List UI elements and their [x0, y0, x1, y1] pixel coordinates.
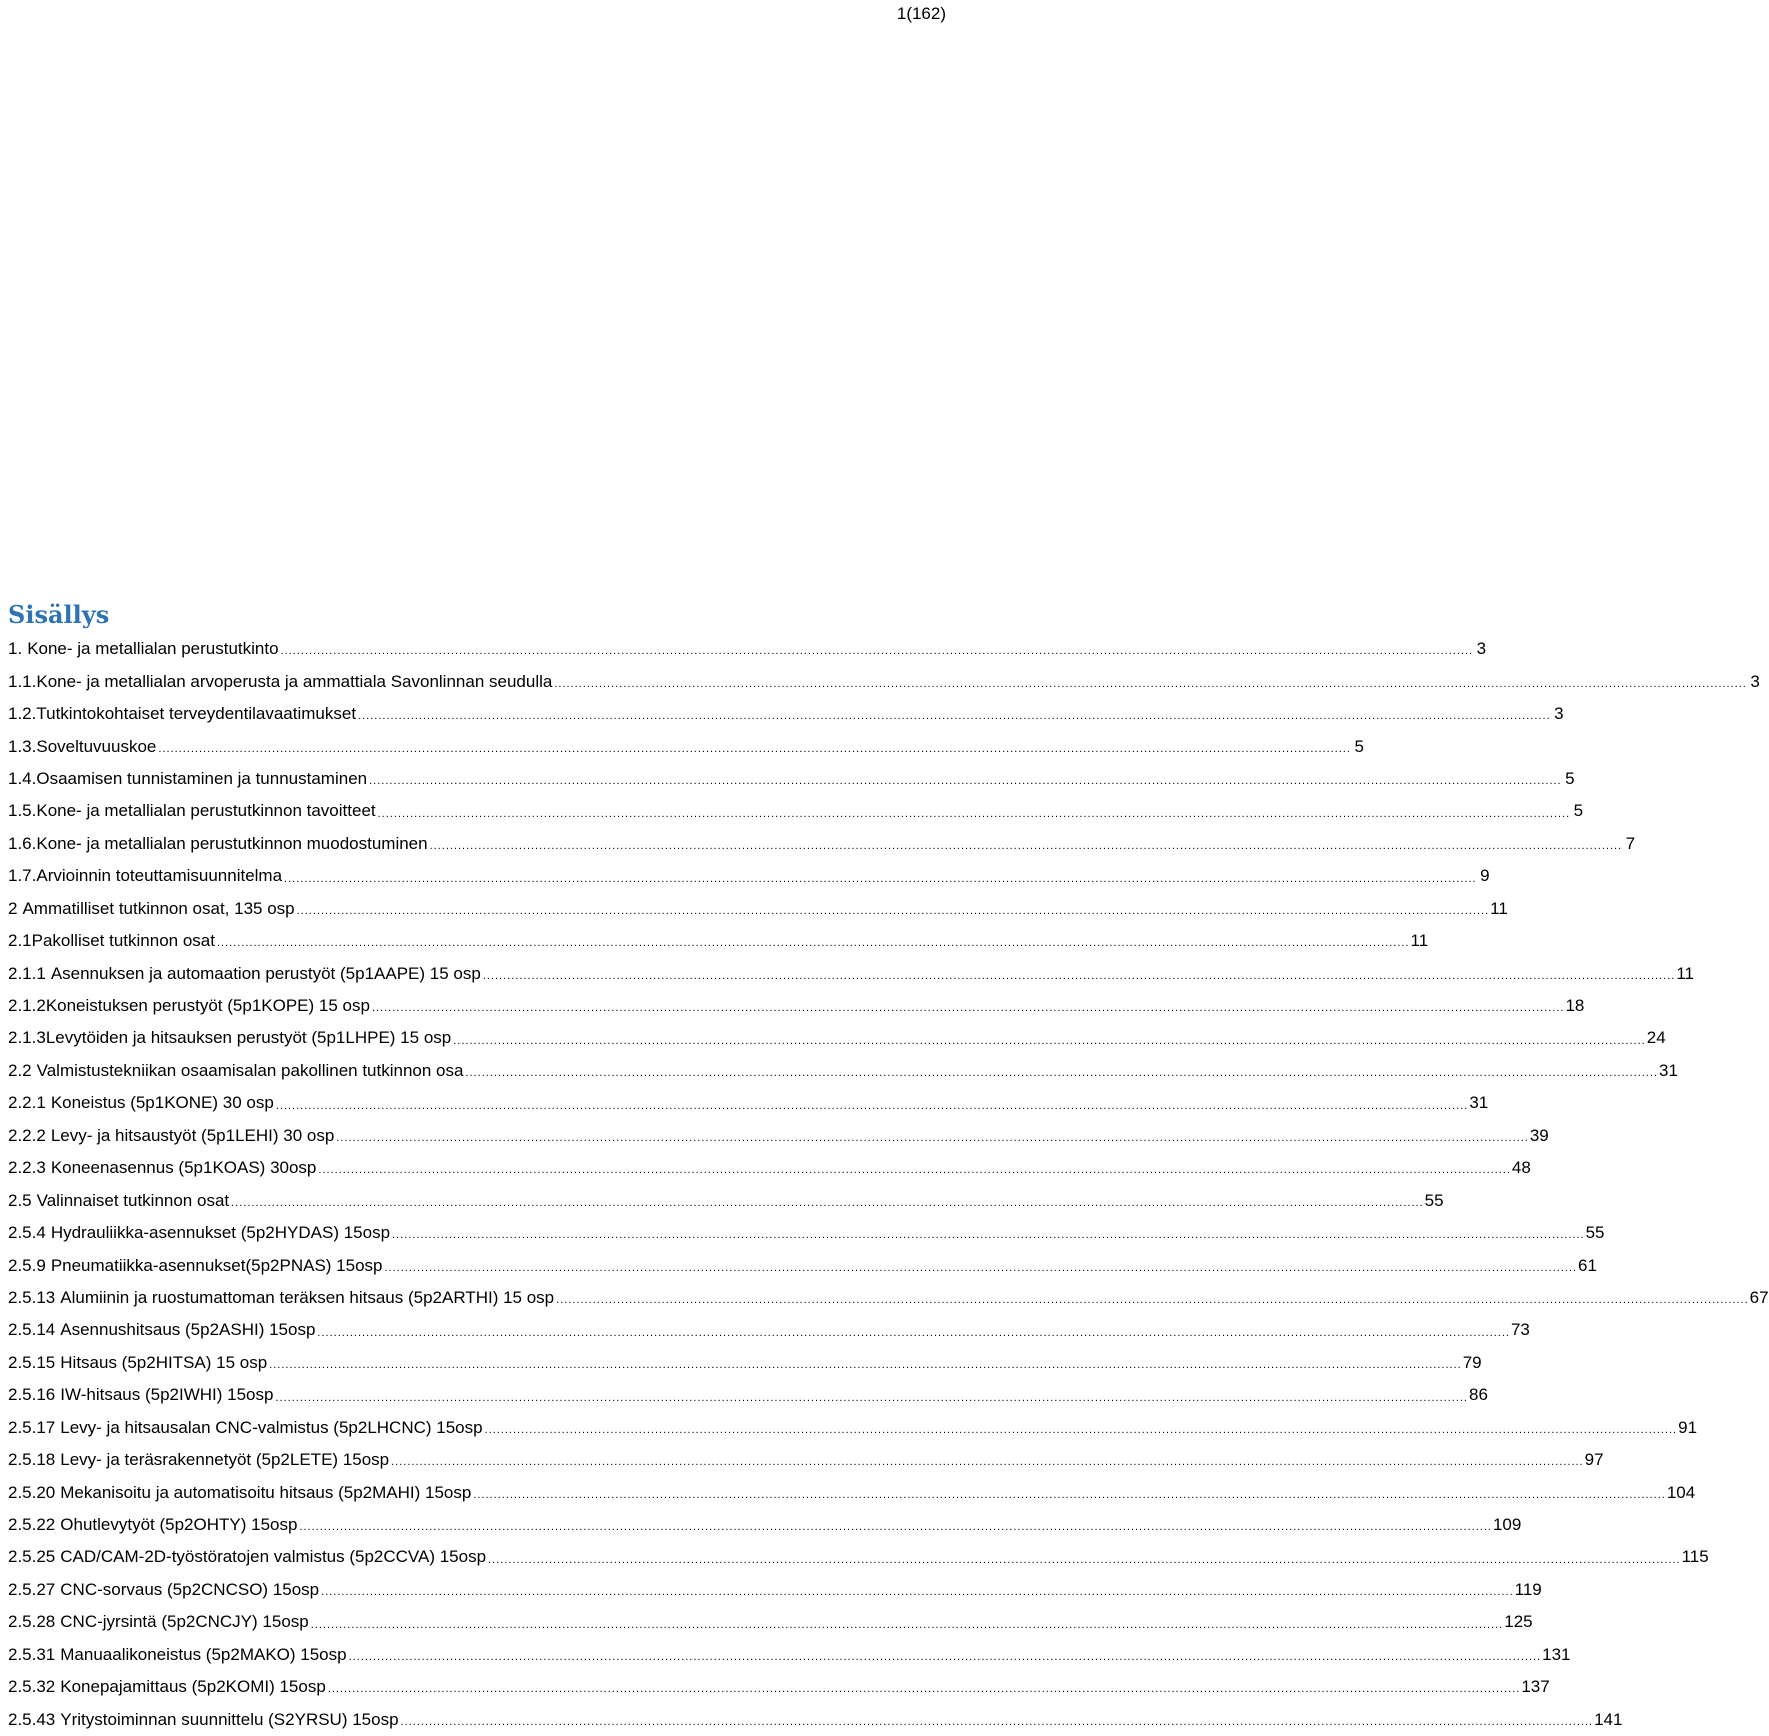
- toc-dot-leader: [483, 971, 1676, 982]
- toc-entry-number: 2.5.27: [8, 1579, 56, 1599]
- toc-entry[interactable]: [8, 1249, 1597, 1281]
- toc-entry-title: Koneistus (5p1KONE) 30 osp: [50, 1093, 274, 1113]
- toc-entry-number: 1.4.: [8, 768, 37, 788]
- toc-entry-number: 2.5.31: [8, 1644, 56, 1664]
- toc-entry-title: Osaamisen tunnistaminen ja tunnustaminen: [36, 768, 368, 788]
- toc-entry-page: 31: [1469, 1093, 1489, 1113]
- toc-dot-leader: [485, 1425, 1678, 1436]
- toc-entry-number: 2.1.3: [8, 1028, 46, 1048]
- toc-entry-number: 2.5.13: [8, 1287, 56, 1307]
- toc-entry-title: Alumiinin ja ruostumattoman teräksen hitsaus (5p2ARTHI) 15 osp: [60, 1287, 555, 1307]
- toc-entry-number: 2.1.1: [8, 963, 46, 983]
- toc-entry-page: 11: [1410, 931, 1429, 951]
- toc-entry-number: 2.2: [8, 1060, 32, 1080]
- toc-entry-title: Yritystoiminnan suunnittelu (S2YRSU) 15osp: [60, 1709, 399, 1729]
- toc-entry-page: 115: [1681, 1547, 1709, 1567]
- toc-entry-number: 2.2.2: [8, 1125, 46, 1145]
- toc-dot-leader: [317, 1328, 1510, 1339]
- toc-dot-leader: [488, 1555, 1681, 1566]
- page-number: 1(162): [896, 4, 946, 23]
- toc-entry-title: Valinnaiset tutkinnon osat: [36, 1190, 230, 1210]
- toc-entry[interactable]: [8, 698, 1564, 730]
- toc-entry-title: IW-hitsaus (5p2IWHI) 15osp: [60, 1385, 274, 1405]
- toc-entry-title: Levy- ja hitsausalan CNC-valmistus (5p2LHCNC) 15osp: [60, 1417, 483, 1437]
- toc-entry[interactable]: [8, 1639, 1571, 1671]
- toc-entry-number: 2.5: [8, 1190, 32, 1210]
- toc-entry-title: Valmistustekniikan osaamisalan pakollinen tutkinnon osa: [36, 1060, 464, 1080]
- toc-dot-leader: [473, 1490, 1666, 1501]
- toc-entry-title: Kone- ja metallialan perustutkinnon muodostuminen: [36, 833, 428, 853]
- toc-dot-leader: [275, 1393, 1468, 1404]
- toc-entry-title: Pakolliset tutkinnon osat: [31, 931, 215, 951]
- toc-entry-number: 2.5.18: [8, 1450, 56, 1470]
- toc-entry-page: 67: [1749, 1287, 1769, 1307]
- toc-entry-title: Arvioinnin toteuttamisuunnitelma: [36, 866, 283, 886]
- toc-dot-leader: [231, 1198, 1424, 1209]
- toc-entry[interactable]: [8, 1217, 1605, 1249]
- toc-entry-number: 2.5.25: [8, 1547, 56, 1567]
- toc-entry-title: Mekanisoitu ja automatisoitu hitsaus (5p2MAHI) 15osp: [60, 1482, 472, 1502]
- toc-entry[interactable]: [8, 1347, 1482, 1379]
- toc-entry-number: 2.5.43: [8, 1709, 56, 1729]
- toc-entry[interactable]: [8, 1509, 1522, 1541]
- toc-entry-title: Soveltuvuuskoe: [36, 736, 157, 756]
- toc-entry-page: 141: [1594, 1709, 1623, 1729]
- toc-dot-leader: [328, 1684, 1521, 1695]
- toc-dot-leader: [358, 711, 1551, 722]
- toc-entry-title: Hydrauliikka-asennukset (5p2HYDAS) 15osp: [50, 1223, 391, 1243]
- toc-entry-number: 2.2.1: [8, 1093, 46, 1113]
- toc-dot-leader: [556, 1295, 1749, 1306]
- toc-entry[interactable]: [8, 665, 1760, 697]
- toc-dot-leader: [217, 938, 1410, 949]
- toc-entry[interactable]: [8, 1541, 1709, 1573]
- toc-entry-title: Tutkintokohtaiset terveydentilavaatimukset: [36, 704, 357, 724]
- toc-entry-number: 2.5.16: [8, 1385, 56, 1405]
- toc-dot-leader: [465, 1068, 1658, 1079]
- toc-entry-page: 3: [1750, 671, 1760, 691]
- toc-entry-page: 131: [1542, 1644, 1571, 1664]
- toc-entry-number: 2: [8, 898, 18, 918]
- toc-entry-page: 24: [1646, 1028, 1666, 1048]
- toc-entry-page: 3: [1476, 639, 1487, 659]
- toc-entry-number: 2.5.20: [8, 1482, 56, 1502]
- toc-entry-title: Kone- ja metallialan perustutkinto: [27, 639, 279, 659]
- toc-entry-title: Manuaalikoneistus (5p2MAKO) 15osp: [60, 1644, 347, 1664]
- toc-entry-number: 1.1.: [8, 671, 37, 691]
- toc-entry-page: 86: [1469, 1385, 1488, 1405]
- toc-entry[interactable]: [8, 1022, 1666, 1054]
- toc-entry[interactable]: [8, 1314, 1530, 1346]
- toc-entry-number: 1.7.: [8, 866, 37, 886]
- toc-dot-leader: [392, 1230, 1585, 1241]
- toc-entry-title: CAD/CAM-2D-työstöratojen valmistus (5p2CCVA) 15osp: [60, 1547, 487, 1567]
- toc-entry[interactable]: [8, 1055, 1678, 1087]
- toc-dot-leader: [281, 646, 1474, 657]
- toc-entry-title: Ohutlevytyöt (5p2OHTY) 15osp: [60, 1515, 298, 1535]
- toc-entry[interactable]: [8, 1574, 1542, 1606]
- toc-entry[interactable]: [8, 1152, 1531, 1184]
- toc-entry-title: Ammatilliset tutkinnon osat, 135 osp: [22, 898, 295, 918]
- toc-list: [8, 633, 1769, 1736]
- toc-entry-page: 5: [1354, 736, 1364, 756]
- toc-entry-number: 1.3.: [8, 736, 37, 756]
- toc-entry-page: 18: [1565, 996, 1585, 1016]
- toc-entry-page: 119: [1514, 1579, 1542, 1599]
- toc-entry-number: 1.5.: [8, 801, 37, 821]
- toc-dot-leader: [284, 874, 1477, 885]
- toc-entry-page: 61: [1578, 1255, 1597, 1275]
- toc-entry-title: Konepajamittaus (5p2KOMI) 15osp: [60, 1677, 326, 1697]
- toc-entry[interactable]: [8, 957, 1694, 989]
- toc-dot-leader: [401, 1717, 1594, 1728]
- toc-entry-page: 11: [1676, 963, 1694, 983]
- toc-dot-leader: [269, 1360, 1462, 1371]
- toc-dot-leader: [385, 1263, 1578, 1274]
- toc-entry[interactable]: [8, 1476, 1696, 1508]
- toc-dot-leader: [158, 744, 1351, 755]
- toc-entry-page: 39: [1529, 1125, 1549, 1145]
- toc-entry-page: 55: [1424, 1190, 1444, 1210]
- toc-entry-page: 79: [1462, 1352, 1482, 1372]
- toc-entry-title: Levy- ja hitsaustyöt (5p1LEHI) 30 osp: [50, 1125, 335, 1145]
- toc-entry[interactable]: [8, 990, 1585, 1022]
- toc-entry-number: 1.: [8, 639, 23, 659]
- toc-entry-number: 2.5.28: [8, 1612, 56, 1632]
- toc-entry-title: Pneumatiikka-asennukset(5p2PNAS) 15osp: [50, 1255, 383, 1275]
- toc-dot-leader: [311, 1620, 1504, 1631]
- toc-entry-number: 2.5.22: [8, 1515, 56, 1535]
- toc-entry-page: 3: [1554, 704, 1564, 724]
- toc-entry-page: 97: [1584, 1450, 1604, 1470]
- toc-dot-leader: [369, 776, 1562, 787]
- toc-entry-number: 2.5.4: [8, 1223, 46, 1243]
- toc-entry[interactable]: [8, 1379, 1488, 1411]
- toc-entry[interactable]: [8, 1606, 1533, 1638]
- toc-dot-leader: [297, 906, 1490, 917]
- toc-entry-page: 11: [1490, 898, 1508, 918]
- toc-entry[interactable]: [8, 1087, 1489, 1119]
- toc-entry-page: 7: [1625, 833, 1636, 853]
- toc-entry-title: Asennushitsaus (5p2ASHI) 15osp: [60, 1320, 316, 1340]
- toc-entry-page: 5: [1565, 768, 1575, 788]
- toc-entry-number: 2.1.2: [8, 996, 46, 1016]
- toc-entry-number: 2.5.14: [8, 1320, 56, 1340]
- toc-entry[interactable]: [8, 763, 1575, 795]
- toc-entry-number: 2.5.15: [8, 1352, 56, 1372]
- toc-entry-page: 73: [1510, 1320, 1530, 1340]
- toc-entry-number: 2.5.17: [8, 1417, 56, 1437]
- toc-entry-number: 2.2.3: [8, 1158, 46, 1178]
- toc-entry-title: Kone- ja metallialan perustutkinnon tavoitteet: [36, 801, 376, 821]
- toc-entry-page: 9: [1480, 866, 1490, 886]
- toc-entry-number: 1.6.: [8, 833, 37, 853]
- toc-dot-leader: [378, 809, 1571, 820]
- toc-dot-leader: [554, 679, 1747, 690]
- toc-entry-page: 5: [1573, 801, 1584, 821]
- toc-entry-number: 1.2.: [8, 704, 37, 724]
- toc-entry-title: Koneistuksen perustyöt (5p1KOPE) 15 osp: [45, 996, 370, 1016]
- toc-dot-leader: [299, 1522, 1492, 1533]
- toc-entry-page: 31: [1658, 1060, 1678, 1080]
- toc-entry[interactable]: [8, 1703, 1623, 1735]
- toc-dot-leader: [318, 1165, 1511, 1176]
- toc-heading: Sisällys: [8, 600, 110, 629]
- toc-entry[interactable]: [8, 730, 1364, 762]
- toc-dot-leader: [430, 841, 1623, 852]
- toc-entry-page: 55: [1585, 1223, 1605, 1243]
- toc-entry[interactable]: [8, 893, 1508, 925]
- toc-entry-title: CNC-sorvaus (5p2CNCSO) 15osp: [60, 1579, 320, 1599]
- toc-entry[interactable]: [8, 1120, 1549, 1152]
- toc-entry[interactable]: [8, 1412, 1698, 1444]
- toc-entry[interactable]: [8, 795, 1584, 827]
- toc-dot-leader: [391, 1457, 1584, 1468]
- toc-entry[interactable]: [8, 633, 1487, 665]
- toc-dot-leader: [276, 1101, 1469, 1112]
- toc-entry[interactable]: [8, 1444, 1604, 1476]
- toc-entry[interactable]: [8, 828, 1636, 860]
- toc-dot-leader: [372, 1003, 1565, 1014]
- toc-entry-title: Asennuksen ja automaation perustyöt (5p1AAPE) 15 osp: [50, 963, 481, 983]
- toc-entry[interactable]: [8, 1282, 1769, 1314]
- toc-entry[interactable]: [8, 925, 1429, 957]
- toc-dot-leader: [349, 1652, 1542, 1663]
- toc-entry-number: 2.5.9: [8, 1255, 46, 1275]
- toc-entry-title: Koneenasennus (5p1KOAS) 30osp: [50, 1158, 317, 1178]
- toc-entry-page: 91: [1678, 1417, 1698, 1437]
- toc-dot-leader: [321, 1587, 1514, 1598]
- toc-entry-page: 104: [1666, 1482, 1696, 1502]
- toc-entry-title: Hitsaus (5p2HITSA) 15 osp: [60, 1352, 268, 1372]
- toc-entry-title: Levy- ja teräsrakennetyöt (5p2LETE) 15osp: [60, 1450, 390, 1470]
- toc-entry-title: CNC-jyrsintä (5p2CNCJY) 15osp: [60, 1612, 309, 1632]
- toc-dot-leader: [453, 1036, 1646, 1047]
- toc-entry-page: 48: [1511, 1158, 1531, 1178]
- toc-entry[interactable]: [8, 860, 1490, 892]
- toc-entry-title: Levytöiden ja hitsauksen perustyöt (5p1LHPE) 15 osp: [45, 1028, 452, 1048]
- toc-entry-number: 2.5.32: [8, 1677, 56, 1697]
- toc-entry-page: 109: [1492, 1515, 1522, 1535]
- toc-entry[interactable]: [8, 1671, 1550, 1703]
- toc-dot-leader: [336, 1133, 1529, 1144]
- toc-entry-page: 125: [1504, 1612, 1533, 1632]
- toc-entry-page: 137: [1521, 1677, 1550, 1697]
- toc-entry-number: 2.1: [8, 931, 32, 951]
- toc-entry-title: Kone- ja metallialan arvoperusta ja ammattiala Savonlinnan seudulla: [36, 671, 553, 691]
- toc-entry[interactable]: [8, 1184, 1444, 1216]
